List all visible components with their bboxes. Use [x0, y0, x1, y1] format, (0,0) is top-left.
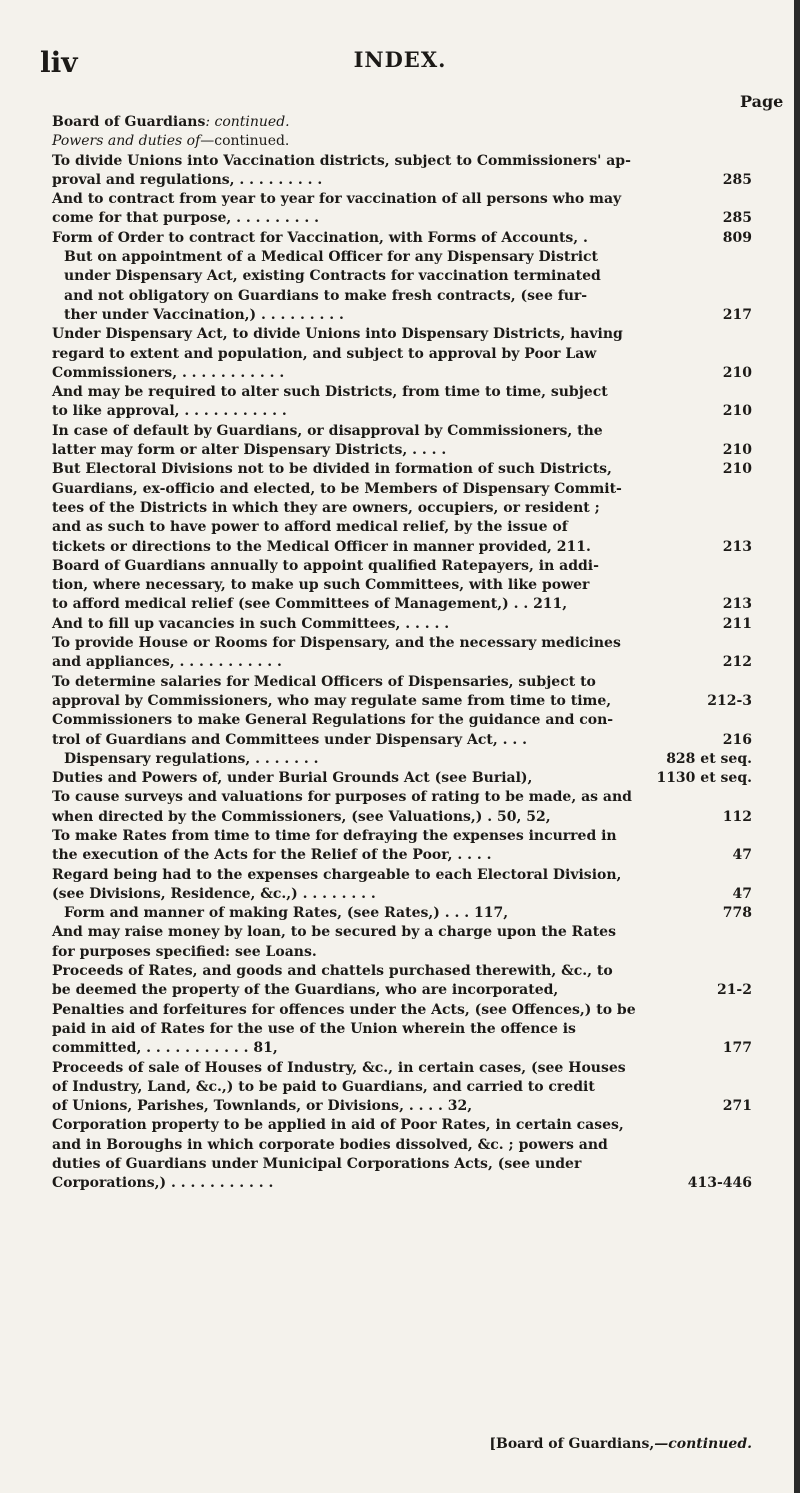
entry-line: ther under Vaccination,) . . . . . . . . .	[64, 306, 344, 323]
page-reference: 47	[732, 847, 752, 864]
page-reference: 213	[722, 596, 752, 613]
page-reference: 271	[722, 1098, 752, 1115]
entry-line: Form and manner of making Rates, (see Rates,) . . . 117,	[64, 905, 509, 922]
section-title: Board of Guardians	[52, 114, 206, 130]
page-reference: 47	[732, 885, 752, 902]
entry-line: Form of Order to contract for Vaccination, with Forms of Accounts, .	[52, 229, 588, 246]
page-column-label: Page	[740, 92, 784, 111]
page-reference: 828 et seq.	[666, 750, 752, 767]
entry-line: approval by Commissioners, who may regulate same from time to time,	[52, 692, 612, 709]
page-reference: 210	[722, 364, 752, 381]
entry-line: be deemed the property of the Guardians, who are incorporated,	[52, 982, 559, 999]
entry-line: To cause surveys and valuations for purposes of rating to be made, as and	[52, 789, 632, 806]
entry-line: come for that purpose, . . . . . . . . .	[52, 210, 319, 227]
entry-line: when directed by the Commissioners, (see Valuations,) . 50, 52,	[52, 808, 551, 825]
entry-line: the execution of the Acts for the Relief of the Poor, . . . .	[52, 847, 492, 864]
entry-line: under Dispensary Act, existing Contracts for vaccination terminated	[64, 268, 601, 285]
entry-line: of Industry, Land, &c.,) to be paid to Guardians, and carried to credit	[52, 1078, 595, 1095]
section-continued: : continued.	[205, 114, 290, 130]
index-entry	[52, 788, 752, 827]
page-reference: 413-446	[687, 1175, 752, 1192]
entry-line: paid in aid of Rates for the use of the Union wherein the offence is	[52, 1020, 576, 1037]
index-entry	[52, 460, 752, 479]
section-subtitle-line	[52, 132, 752, 151]
page-reference: 778	[722, 905, 752, 922]
entry-line: Proceeds of Rates, and goods and chattels purchased therewith, &c., to	[52, 963, 613, 980]
entry-line: In case of default by Guardians, or disapproval by Commissioners, the	[52, 422, 603, 439]
entry-line: (see Divisions, Residence, &c.,) . . . . . . . .	[52, 885, 376, 902]
entry-line: Duties and Powers of, under Burial Grounds Act (see Burial),	[52, 770, 533, 787]
entry-line: To make Rates from time to time for defraying the expenses incurred in	[52, 827, 617, 844]
entry-line: and appliances, . . . . . . . . . . .	[52, 654, 282, 671]
page-edge	[794, 0, 800, 1493]
page-reference: 285	[722, 210, 752, 227]
index-entry	[52, 325, 752, 383]
index-entry	[52, 422, 752, 461]
index-entry	[52, 190, 752, 229]
entry-line: And to fill up vacancies in such Committees, . . . . .	[52, 615, 450, 632]
entry-line: and not obligatory on Guardians to make fresh contracts, (see fur-	[64, 287, 588, 304]
entry-line: To divide Unions into Vaccination districts, subject to Commissioners' ap-	[52, 152, 631, 169]
entry-line: to afford medical relief (see Committees of Management,) . . 211,	[52, 596, 568, 613]
entry-line: regard to extent and population, and subject to approval by Poor Law	[52, 345, 597, 362]
entry-line: But on appointment of a Medical Officer for any Dispensary District	[64, 249, 599, 266]
entry-line: Commissioners, . . . . . . . . . . .	[52, 364, 285, 381]
entry-line: Corporation property to be applied in aid of Poor Rates, in certain cases,	[52, 1117, 624, 1134]
entry-line: of Unions, Parishes, Townlands, or Divisions, . . . . 32,	[52, 1098, 473, 1115]
entry-line: and in Boroughs in which corporate bodies dissolved, &c. ; powers and	[52, 1136, 608, 1153]
page-reference: 1130 et seq.	[656, 770, 752, 787]
index-entry	[52, 904, 752, 923]
index-entry	[52, 1001, 752, 1059]
index-entry	[52, 615, 752, 634]
page-number: liv	[40, 46, 78, 79]
entry-line: Proceeds of sale of Houses of Industry, &c., in certain cases, (see Houses	[52, 1059, 626, 1076]
page-reference: 21-2	[716, 982, 752, 999]
entry-line: Penalties and forfeitures for offences under the Acts, (see Offences,) to be	[52, 1001, 636, 1018]
entry-line: and as such to have power to afford medical relief, by the issue of	[52, 519, 568, 536]
footer-catchword	[489, 1436, 752, 1452]
page-reference: 216	[722, 731, 752, 748]
page-reference: 210	[722, 442, 752, 459]
index-entry	[52, 152, 752, 191]
index-entry	[52, 248, 752, 325]
page-reference: 210	[722, 403, 752, 420]
entry-line: Regard being had to the expenses chargeable to each Electoral Division,	[52, 866, 622, 883]
entry-line: Guardians, ex-officio and elected, to be Members of Dispensary Commit-	[52, 480, 622, 497]
index-content	[52, 113, 752, 1194]
page-reference: 285	[722, 171, 752, 188]
entry-line: committed, . . . . . . . . . . . 81,	[52, 1040, 278, 1057]
entry-line: And to contract from year to year for vaccination of all persons who may	[52, 191, 622, 208]
index-entry	[52, 711, 752, 750]
entry-line: tickets or directions to the Medical Officer in manner provided, 211.	[52, 538, 591, 555]
index-entry	[52, 383, 752, 422]
page-reference: 212	[722, 654, 752, 671]
page-reference: 212-3	[707, 692, 752, 709]
index-entry	[52, 750, 752, 769]
entry-line: for purposes specified: see Loans.	[52, 943, 317, 960]
section-subtitle-cont: —continued.	[200, 133, 290, 150]
entry-line: proval and regulations, . . . . . . . . .	[52, 171, 323, 188]
index-entry	[52, 769, 752, 788]
entry-line: Corporations,) . . . . . . . . . . .	[52, 1175, 274, 1192]
entry-line: Commissioners to make General Regulations for the guidance and con-	[52, 712, 614, 729]
index-entry	[52, 673, 752, 712]
index-entry	[52, 229, 752, 248]
entry-line: duties of Guardians under Municipal Corporations Acts, (see under	[52, 1156, 582, 1173]
index-entries	[52, 152, 752, 1194]
index-entry	[52, 480, 752, 557]
entry-line: To determine salaries for Medical Officers of Dispensaries, subject to	[52, 673, 596, 690]
index-entry	[52, 866, 752, 905]
page-reference: 211	[722, 615, 752, 632]
page-reference: 177	[722, 1040, 752, 1057]
section-heading	[52, 113, 752, 132]
entry-line: Dispensary regulations, . . . . . . .	[64, 750, 319, 767]
index-entry	[52, 962, 752, 1001]
page-reference: 210	[722, 461, 752, 478]
entry-line: To provide House or Rooms for Dispensary, and the necessary medicines	[52, 635, 621, 652]
entry-line: And may be required to alter such Districts, from time to time, subject	[52, 384, 608, 401]
entry-line: trol of Guardians and Committees under Dispensary Act, . . .	[52, 731, 527, 748]
index-entry	[52, 557, 752, 615]
index-entry	[52, 827, 752, 866]
footer-text: [Board of Guardians,	[489, 1436, 655, 1452]
entry-line: But Electoral Divisions not to be divided in formation of such Districts,	[52, 461, 612, 478]
entry-line: latter may form or alter Dispensary Districts, . . . .	[52, 442, 447, 459]
running-title: INDEX.	[353, 47, 447, 72]
page-reference: 809	[722, 229, 752, 246]
page-reference: 217	[722, 306, 752, 323]
page-reference: 213	[722, 538, 752, 555]
index-entry	[52, 634, 752, 673]
entry-line: Board of Guardians annually to appoint qualified Ratepayers, in addi-	[52, 557, 599, 574]
section-subtitle: Powers and duties of	[52, 133, 201, 150]
index-entry	[52, 923, 752, 962]
entry-line: tees of the Districts in which they are owners, occupiers, or resident ;	[52, 499, 600, 516]
entry-line: Under Dispensary Act, to divide Unions into Dispensary Districts, having	[52, 326, 623, 343]
entry-line: tion, where necessary, to make up such Committees, with like power	[52, 577, 590, 594]
footer-cont: —continued.	[654, 1436, 752, 1452]
entry-line: to like approval, . . . . . . . . . . .	[52, 403, 287, 420]
entry-line: And may raise money by loan, to be secured by a charge upon the Rates	[52, 924, 616, 941]
index-entry	[52, 1116, 752, 1193]
page-reference: 112	[722, 808, 752, 825]
index-entry	[52, 1059, 752, 1117]
